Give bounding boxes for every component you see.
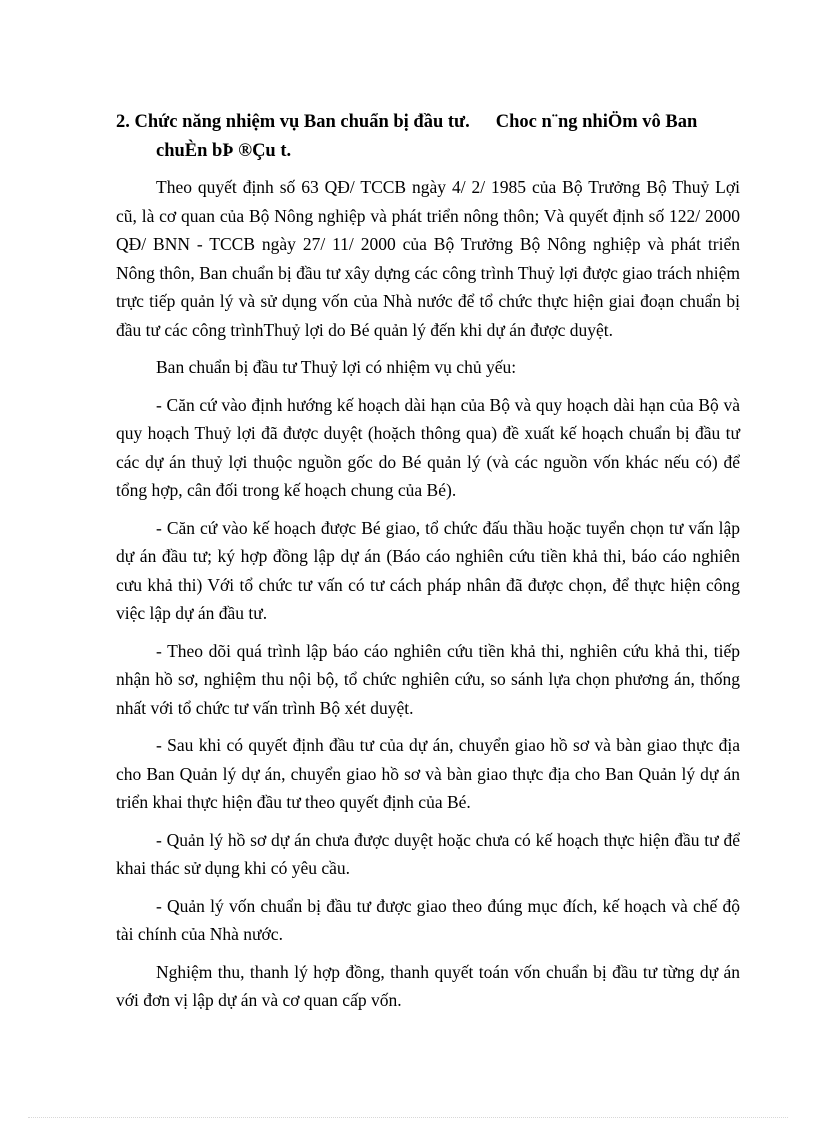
paragraph-duty-handover: - Sau khi có quyết định đầu tư của dự án, chuyển giao hồ sơ và bàn giao thực địa cho Ban Quản lý dự án, chuyển giao hồ sơ và bàn giao thực địa cho Ban Quản lý dự án triển khai thực hiện đầu tư theo quyết định của Bé. <box>116 735 740 812</box>
paragraph-duty-records: - Quản lý hồ sơ dự án chưa được duyệt hoặc chưa có kế hoạch thực hiện đầu tư để khai thác sử dụng khi có yêu cầu. <box>116 829 740 878</box>
paragraph-duty-plan-proposal: - Căn cứ vào định hướng kế hoạch dài hạn của Bộ và quy hoạch dài hạn của Bộ và quy hoạch Thuỷ lợi đã được duyệt (hoặch thông qua) đề xuất kế hoạch chuẩn bị đầu tư các dự án thuỷ lợi thuộc nguồn gốc do Bé quản lý (và các nguồn vốn khác nếu có) để tổng hợp, cân đối trong kế hoạch chung của Bé). <box>116 394 740 500</box>
page-bottom-divider <box>28 1117 788 1118</box>
paragraph-acceptance-settlement: Nghiệm thu, thanh lý hợp đồng, thanh quyết toán vốn chuẩn bị đầu tư từng dự án với đơn vị lập dự án và cơ quan cấp vốn. <box>116 961 740 1010</box>
section-heading-garbled-continuation: chuÈn bÞ ®Çu t. <box>156 141 292 161</box>
section-heading-title: 2. Chức năng nhiệm vụ Ban chuẩn bị đầu tư. <box>116 112 470 132</box>
paragraph-duty-capital: - Quản lý vốn chuẩn bị đầu tư được giao theo đúng mục đích, kế hoạch và chế độ tài chính của Nhà nước. <box>116 895 740 944</box>
paragraph-duty-monitoring: - Theo dõi quá trình lập báo cáo nghiên cứu tiền khả thi, nghiên cứu khả thi, tiếp nhận hồ sơ, nghiệm thu nội bộ, tổ chức nghiên cứu, so sánh lựa chọn phương án, thống nhất với tổ chức tư vấn trình Bộ xét duyệt. <box>116 640 740 718</box>
paragraph-legal-basis: Theo quyết định số 63 QĐ/ TCCB ngày 4/ 2/ 1985 của Bộ Trưởng Bộ Thuỷ Lợi cũ, là cơ quan của Bộ Nông nghiệp và phát triển nông thôn; Và quyết định số 122/ 2000 QĐ/ BNN - TCCB ngày 27/ 11/ 2000 của Bộ Trưởng Bộ Nông nghiệp và phát triển Nông thôn, Ban chuẩn bị đầu tư xây dựng các công trình Thuỷ lợi được giao trách nhiệm trực tiếp quản lý và sử dụng vốn của Nhà nước để tổ chức thực hiện giai đoạn chuẩn bị đầu tư các công trìnhThuỷ lợi do Bé quản lý đến khi dự án được duyệt. <box>116 177 740 340</box>
section-heading-garbled-text: Choc n¨ng nhiÖm vô Ban <box>495 112 698 132</box>
section-heading <box>116 108 740 166</box>
paragraph-duties-intro: Ban chuẩn bị đầu tư Thuỷ lợi có nhiệm vụ chủ yếu: <box>156 357 517 377</box>
document-page <box>116 108 740 1024</box>
paragraph-duty-bidding: - Căn cứ vào kế hoạch được Bé giao, tổ chức đấu thầu hoặc tuyển chọn tư vấn lập dự án đầu tư; ký hợp đồng lập dự án (Báo cáo nghiên cứu tiền khả thi, báo cáo nghiên cưu khả thi) Với tổ chức tư vấn có tư cách pháp nhân đã được chọn, để thực hiện công việc lập dự án đầu tư. <box>116 517 740 623</box>
